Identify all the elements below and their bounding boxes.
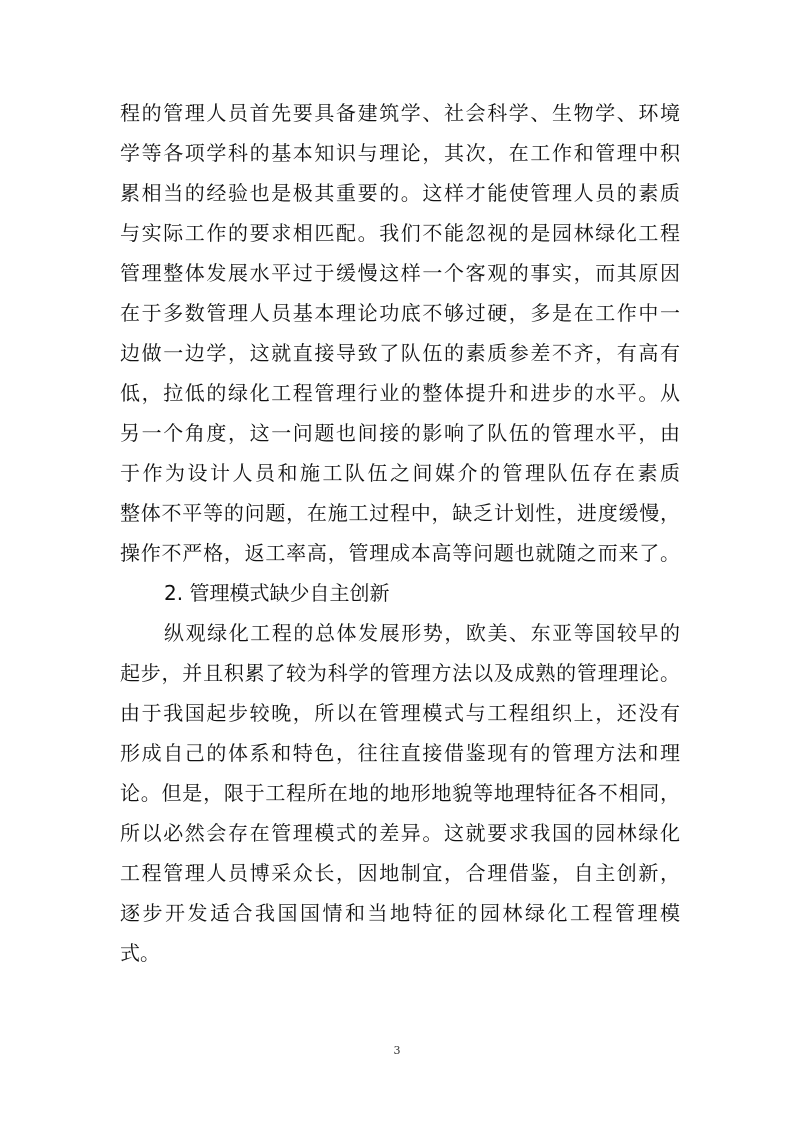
paragraph-line: 学等各项学科的基本知识与理论，其次，在工作和管理中积 [120, 141, 680, 165]
paragraph-line: 所以必然会存在管理模式的差异。这就要求我国的园林绿化 [120, 821, 680, 845]
paragraph-line: 累相当的经验也是极其重要的。这样才能使管理人员的素质 [120, 181, 680, 205]
paragraph-line: 工程管理人员博采众长，因地制宜，合理借鉴，自主创新， [120, 861, 680, 885]
paragraph-line: 形成自己的体系和特色，往往直接借鉴现有的管理方法和理 [120, 741, 680, 765]
paragraph-line: 逐步开发适合我国国情和当地特征的园林绿化工程管理模 [120, 901, 680, 925]
paragraph-line: 边做一边学，这就直接导致了队伍的素质参差不齐，有高有 [120, 341, 680, 365]
paragraph-line: 与实际工作的要求相匹配。我们不能忽视的是园林绿化工程 [120, 221, 680, 245]
paragraph-line: 起步，并且积累了较为科学的管理方法以及成熟的管理理论。 [120, 661, 680, 685]
paragraph-line: 管理整体发展水平过于缓慢这样一个客观的事实，而其原因 [120, 261, 680, 285]
page-number: 3 [393, 1044, 401, 1057]
paragraph-line: 由于我国起步较晚，所以在管理模式与工程组织上，还没有 [120, 701, 680, 725]
section-heading: 2. 管理模式缺少自主创新 [164, 581, 390, 605]
paragraph-line: 在于多数管理人员基本理论功底不够过硬，多是在工作中一 [120, 301, 680, 325]
paragraph-line: 纵观绿化工程的总体发展形势，欧美、东亚等国较早的 [164, 621, 680, 645]
paragraph-line: 式。 [120, 941, 160, 965]
paragraph-line: 低，拉低的绿化工程管理行业的整体提升和进步的水平。从 [120, 381, 680, 405]
paragraph-line: 操作不严格，返工率高，管理成本高等问题也就随之而来了。 [120, 541, 680, 565]
paragraph-line: 另一个角度，这一问题也间接的影响了队伍的管理水平，由 [120, 421, 680, 445]
paragraph-line: 程的管理人员首先要具备建筑学、社会科学、生物学、环境 [120, 101, 680, 125]
paragraph-line: 于作为设计人员和施工队伍之间媒介的管理队伍存在素质 [120, 461, 680, 485]
paragraph-line: 整体不平等的问题，在施工过程中，缺乏计划性，进度缓慢， [120, 501, 680, 525]
paragraph-line: 论。但是，限于工程所在地的地形地貌等地理特征各不相同， [120, 781, 680, 805]
